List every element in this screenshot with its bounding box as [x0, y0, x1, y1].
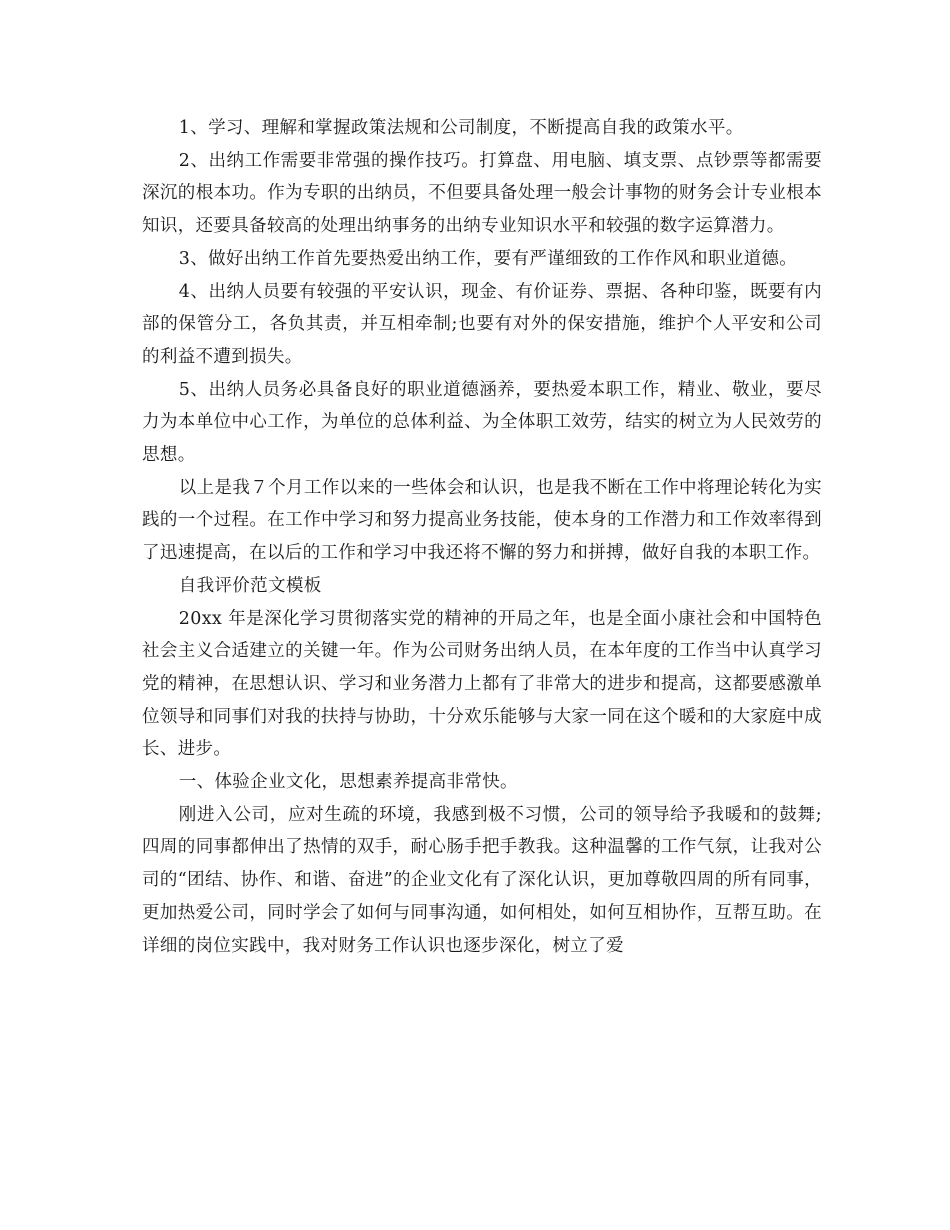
- paragraph-operation-skills: 2、出纳工作需要非常强的操作技巧。打算盘、用电脑、填支票、点钞票等都需要深沉的根本功。作为专职的出纳员，不但要具备处理一般会计事物的财务会计专业根本知识，还要具备较高的处理出纳事务的出纳专业知识水平和较强的数字运算潜力。: [142, 150, 822, 237]
- document-body: [142, 112, 822, 962]
- paragraph-safety-awareness: 4、出纳人员要有较强的平安认识，现金、有价证券、票据、各种印鉴，既要有内部的保管分工，各负其责，并互相牵制;也要有对外的保安措施，维护个人平安和公司的利益不遭到损失。: [142, 281, 822, 367]
- section-heading-template: 自我评价范文模板: [178, 575, 322, 596]
- paragraph-love-cashier-work: 3、做好出纳工作首先要热爱出纳工作，要有严谨细致的工作作风和职业道德。: [178, 248, 798, 269]
- paragraph-joining-company: 刚进入公司，应对生疏的环境，我感到极不习惯，公司的领导给予我暖和的鼓舞;四周的同事都伸出了热情的双手，耐心肠手把手教我。这种温馨的工作气氛，让我对公司的“团结、协作、和谐、奋进”的企业文化有了深化认识，更加尊敬四周的所有同事，更加热爱公司，同时学会了如何与同事沟通，如何相处，如何互相协作，互帮互助。在详细的岗位实践中，我对财务工作认识也逐步深化，树立了爱: [142, 804, 822, 956]
- section-heading-enterprise-culture: 一、体验企业文化，思想素养提高非常快。: [178, 772, 518, 793]
- paragraph-policy-study: 1、学习、理解和掌握政策法规和公司制度，不断提高自我的政策水平。: [178, 118, 744, 138]
- paragraph-summary: 以上是我７个月工作以来的一些体会和认识，也是我不断在工作中将理论转化为实践的一个过程。在工作中学习和努力提高业务技能，使本身的工作潜力和工作效率得到了迅速提高，在以后的工作和学习中我还将不懈的努力和拼搏，做好自我的本职工作。: [142, 477, 822, 564]
- paragraph-professional-ethics: 5、出纳人员务必具备良好的职业道德涵养，要热爱本职工作，精业、敬业，要尽力为本单位中心工作，为单位的总体利益、为全体职工效劳，结实的树立为人民效劳的思想。: [142, 379, 822, 466]
- paragraph-year-intro: 20xx 年是深化学习贯彻落实党的精神的开局之年，也是全面小康社会和中国特色社会主义合适建立的关键一年。作为公司财务出纳人员，在本年度的工作当中认真学习党的精神，在思想认识、学习和业务潜力上都有了非常大的进步和提高，这都要感激单位领导和同事们对我的扶持与协助，十分欢乐能够与大家一同在这个暖和的大家庭中成长、进步。: [142, 608, 822, 760]
